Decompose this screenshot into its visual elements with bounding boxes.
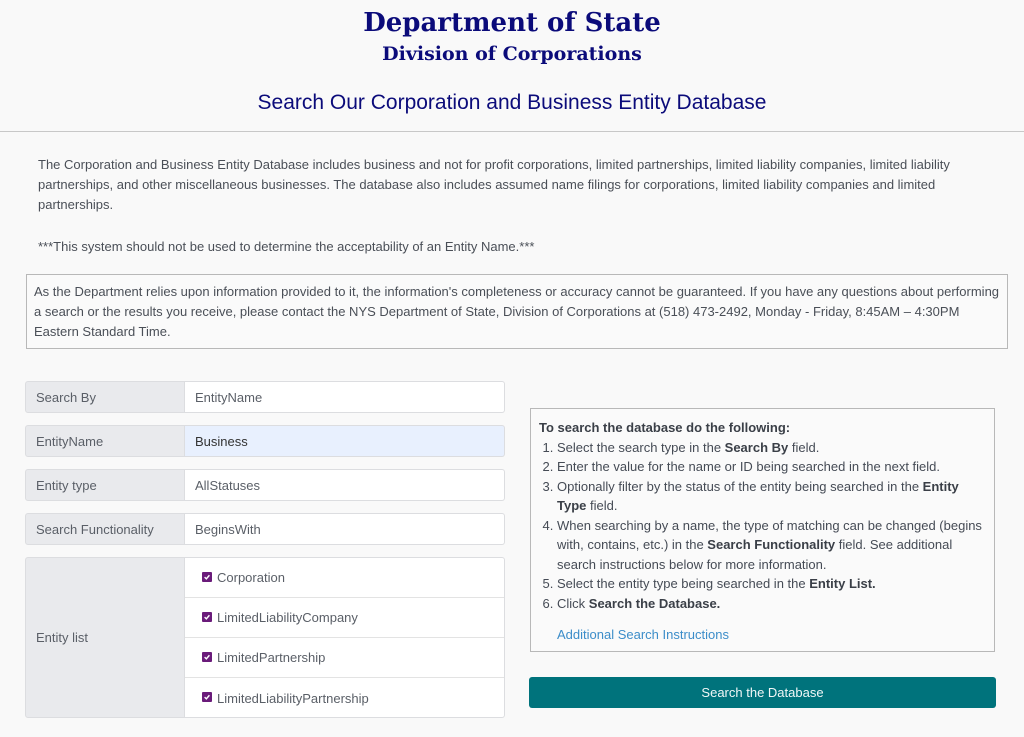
- instructions-title: To search the database do the following:: [539, 420, 791, 435]
- entity-list: [185, 557, 505, 718]
- checkbox-checked-icon[interactable]: [202, 572, 212, 582]
- entity-name-row: [25, 425, 505, 457]
- search-functionality-select[interactable]: BeginsWith: [185, 513, 505, 545]
- entity-name-label: EntityName: [25, 425, 185, 457]
- department-title: Department of State: [363, 8, 661, 38]
- division-title: Division of Corporations: [382, 43, 642, 65]
- entity-name-input[interactable]: Business: [185, 425, 505, 457]
- search-database-button[interactable]: Search the Database: [529, 677, 996, 708]
- entity-type-row: [25, 469, 505, 501]
- entity-list-item-label: LimitedLiabilityCompany: [217, 610, 358, 625]
- page-title: Search Our Corporation and Business Entity Database: [257, 91, 767, 114]
- instruction-step: 3. Optionally filter by the status of the entity being searched in the Entity Type field.: [557, 477, 986, 516]
- entity-name-warning: ***This system should not be used to determine the acceptability of an Entity Name.***: [38, 239, 535, 254]
- entity-list-item-label: Corporation: [217, 570, 285, 585]
- entity-list-item-label: LimitedPartnership: [217, 650, 326, 665]
- search-by-label: Search By: [25, 381, 185, 413]
- intro-text: The Corporation and Business Entity Database includes business and not for profit corporations, limited partnerships, limited liability companies, limited liability partnerships, and other miscellaneous businesses. The database also includes assumed name filings for corporations, limited liability companies and limited partnerships.: [38, 157, 950, 212]
- checkbox-checked-icon[interactable]: [202, 692, 212, 702]
- search-functionality-row: [25, 513, 505, 545]
- entity-type-select[interactable]: AllStatuses: [185, 469, 505, 501]
- instruction-step: 1. Select the search type in the Search By field.: [557, 438, 986, 458]
- instructions-steps: [539, 438, 986, 614]
- entity-list-label: Entity list: [25, 557, 185, 718]
- instruction-step: 6. Click Search the Database.: [557, 594, 986, 614]
- instruction-step: 2. Enter the value for the name or ID being searched in the next field.: [557, 457, 986, 477]
- entity-list-item-corporation[interactable]: [185, 558, 504, 598]
- search-by-row: [25, 381, 505, 413]
- search-instructions-panel: [530, 408, 995, 652]
- entity-list-item-lp[interactable]: [185, 638, 504, 678]
- additional-instructions-link[interactable]: Additional Search Instructions: [557, 627, 729, 642]
- entity-list-item-llp[interactable]: [185, 678, 504, 718]
- checkbox-checked-icon[interactable]: [202, 652, 212, 662]
- page-header: [0, 0, 1024, 132]
- search-by-select[interactable]: EntityName: [185, 381, 505, 413]
- instruction-step: 4. When searching by a name, the type of matching can be changed (begins with, contains, etc.) in the Search Functionality field. See additional search instructions below for more information.: [557, 516, 986, 575]
- search-functionality-label: Search Functionality: [25, 513, 185, 545]
- entity-list-item-llc[interactable]: [185, 598, 504, 638]
- search-form: [25, 381, 505, 718]
- entity-list-row: [25, 557, 505, 718]
- accuracy-notice: As the Department relies upon information provided to it, the information's completeness or accuracy cannot be guaranteed. If you have any questions about performing a search or the results you receive, please contact the NYS Department of State, Division of Corporations at (518) 473-2492, Monday - Friday, 8:45AM – 4:30PM Eastern Standard Time.: [26, 274, 1008, 349]
- entity-type-label: Entity type: [25, 469, 185, 501]
- instruction-step: 5. Select the entity type being searched in the Entity List.: [557, 574, 986, 594]
- checkbox-checked-icon[interactable]: [202, 612, 212, 622]
- entity-list-item-label: LimitedLiabilityPartnership: [217, 690, 369, 706]
